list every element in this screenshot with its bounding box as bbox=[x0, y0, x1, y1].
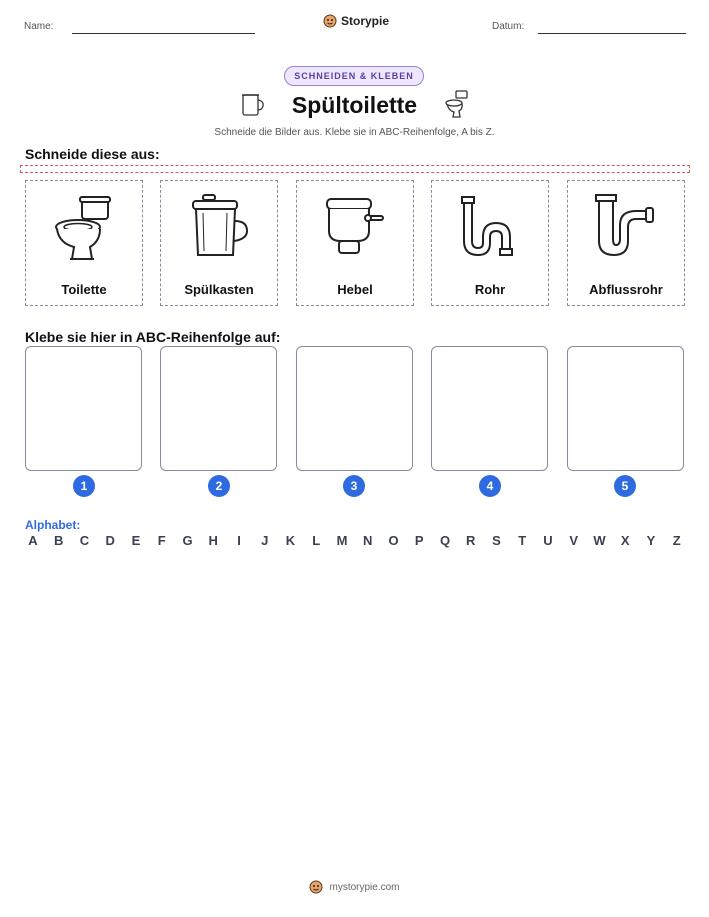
name-line[interactable] bbox=[72, 33, 255, 34]
alphabet-letter: D bbox=[105, 533, 115, 548]
cut-heading: Schneide diese aus: bbox=[25, 146, 160, 162]
alphabet-letter: L bbox=[312, 533, 321, 548]
brand-name: Storypie bbox=[341, 14, 390, 28]
alphabet-letter: Z bbox=[672, 533, 681, 548]
instructions: Schneide die Bilder aus. Klebe sie in ABC-Reihenfolge, A bis Z. bbox=[214, 127, 495, 138]
alphabet-letter: O bbox=[388, 533, 399, 548]
lever-icon bbox=[297, 187, 413, 271]
alphabet-letter: R bbox=[466, 533, 476, 548]
alphabet-row bbox=[25, 533, 685, 548]
alphabet-letter: T bbox=[518, 533, 527, 548]
alphabet-letter: G bbox=[182, 533, 193, 548]
page-title: Spültoilette bbox=[291, 92, 418, 118]
alphabet-letter: N bbox=[363, 533, 373, 548]
alphabet-letter: F bbox=[157, 533, 166, 548]
alphabet-letter: S bbox=[492, 533, 501, 548]
cistern-icon bbox=[161, 187, 277, 271]
alphabet-letter: H bbox=[208, 533, 218, 548]
toilet-icon bbox=[26, 187, 142, 271]
alphabet-letter: A bbox=[28, 533, 38, 548]
date-line[interactable] bbox=[538, 33, 686, 34]
cut-card-hebel[interactable] bbox=[296, 180, 414, 306]
cut-card-rohr[interactable] bbox=[431, 180, 549, 306]
footer-site-link[interactable]: mystorypie.com bbox=[329, 881, 400, 893]
card-label: Hebel bbox=[337, 282, 373, 297]
alphabet-letter: V bbox=[569, 533, 579, 548]
alphabet-letter: C bbox=[79, 533, 90, 548]
alphabet-letter: X bbox=[620, 533, 630, 548]
number-badge-1: 1 bbox=[73, 475, 95, 497]
pipe-icon bbox=[432, 187, 548, 271]
storypie-mascot-icon bbox=[309, 880, 323, 894]
card-label: Toilette bbox=[61, 282, 107, 297]
alphabet-letter: B bbox=[54, 533, 64, 548]
paste-box-2[interactable] bbox=[160, 346, 277, 471]
alphabet-letter: Y bbox=[646, 533, 656, 548]
paste-box-4[interactable] bbox=[431, 346, 548, 471]
cut-card-spuelkasten[interactable] bbox=[160, 180, 278, 306]
cut-card-abflussrohr[interactable] bbox=[567, 180, 685, 306]
number-badge-5: 5 bbox=[614, 475, 636, 497]
alphabet-letter: M bbox=[336, 533, 348, 548]
number-badge-2: 2 bbox=[208, 475, 230, 497]
activity-badge: SCHNEIDEN & KLEBEN bbox=[284, 66, 424, 86]
toilet-title-icon bbox=[444, 89, 470, 119]
alphabet-label: Alphabet: bbox=[25, 518, 81, 532]
cut-card-toilette[interactable] bbox=[25, 180, 143, 306]
date-label: Datum: bbox=[492, 21, 525, 32]
number-badge-3: 3 bbox=[343, 475, 365, 497]
brand-logo bbox=[323, 14, 389, 28]
alphabet-letter: U bbox=[543, 533, 553, 548]
paste-box-5[interactable] bbox=[567, 346, 684, 471]
alphabet-letter: I bbox=[237, 533, 241, 548]
card-label: Spülkasten bbox=[184, 282, 254, 297]
alphabet-letter: W bbox=[593, 533, 606, 548]
alphabet-letter: Q bbox=[439, 533, 451, 548]
drain-pipe-icon bbox=[568, 187, 684, 271]
cut-line bbox=[20, 165, 690, 173]
alphabet-letter: K bbox=[285, 533, 296, 548]
alphabet-letter: P bbox=[414, 533, 424, 548]
storypie-mascot-icon bbox=[323, 14, 337, 28]
paste-heading: Klebe sie hier in ABC-Reihenfolge auf: bbox=[25, 329, 281, 345]
paste-box-1[interactable] bbox=[25, 346, 142, 471]
number-badge-4: 4 bbox=[479, 475, 501, 497]
card-label: Rohr bbox=[474, 282, 506, 297]
alphabet-letter: J bbox=[261, 533, 269, 548]
footer bbox=[0, 880, 709, 894]
alphabet-letter: E bbox=[131, 533, 141, 548]
name-label: Name: bbox=[24, 21, 54, 32]
paste-box-3[interactable] bbox=[296, 346, 413, 471]
card-label: Abflussrohr bbox=[589, 282, 663, 297]
